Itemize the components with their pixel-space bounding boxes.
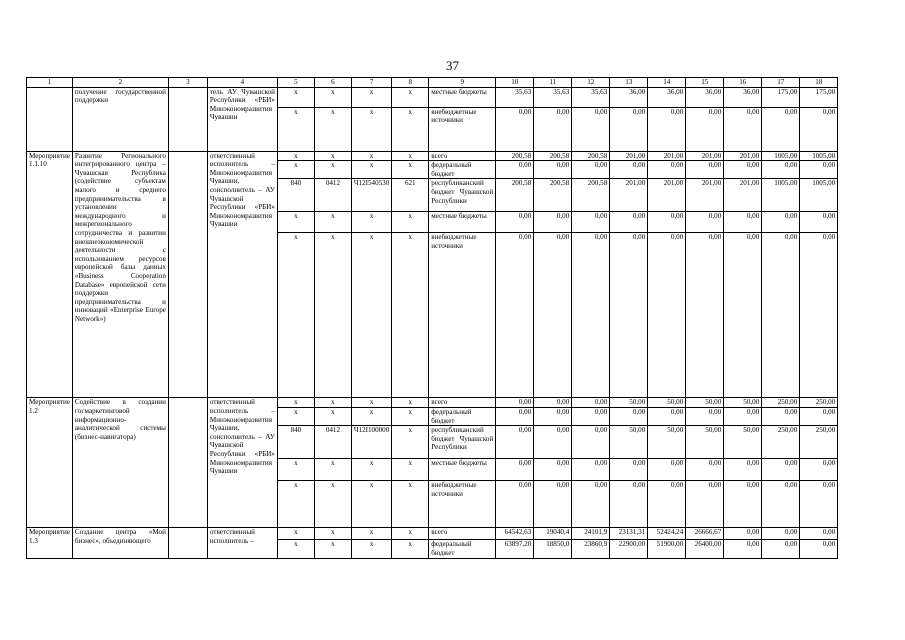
value-cell: 64542,63 <box>496 528 534 540</box>
value-cell: 250,00 <box>762 426 800 459</box>
expense-type: x <box>392 540 429 559</box>
target-code: x <box>351 407 391 425</box>
value-cell: 200,58 <box>496 179 534 212</box>
value-cell: 201,00 <box>724 151 762 161</box>
value-cell: 0,00 <box>800 528 838 540</box>
value-cell: 0,00 <box>496 459 534 481</box>
value-cell: 50,00 <box>648 426 686 459</box>
value-cell: 50,00 <box>724 398 762 408</box>
value-cell: 24101,9 <box>572 528 610 540</box>
section-code: x <box>314 212 351 233</box>
header-cell: 1 <box>27 78 73 88</box>
value-cell: 201,00 <box>610 151 648 161</box>
value-cell: 0,00 <box>800 459 838 481</box>
value-cell: 250,00 <box>800 398 838 408</box>
value-cell: 0,00 <box>610 233 648 398</box>
funding-source: местные бюджеты <box>429 212 496 233</box>
funding-source: местные бюджеты <box>429 87 496 107</box>
funding-source: федеральный бюджет <box>429 540 496 559</box>
funding-source: внебюджетные источники <box>429 233 496 398</box>
value-cell: 250,00 <box>762 398 800 408</box>
value-cell: 200,58 <box>572 151 610 161</box>
value-cell: 0,00 <box>724 540 762 559</box>
value-cell: 0,00 <box>572 459 610 481</box>
value-cell: 0,00 <box>534 407 572 425</box>
table-body <box>27 78 838 559</box>
target-code: x <box>351 107 391 151</box>
value-cell: 0,00 <box>800 540 838 559</box>
target-code: Ч12I540530 <box>351 179 391 212</box>
value-cell: 0,00 <box>762 459 800 481</box>
header-cell: 16 <box>724 78 762 88</box>
value-cell: 0,00 <box>534 459 572 481</box>
section-code: 0412 <box>314 426 351 459</box>
value-cell: 200,58 <box>534 179 572 212</box>
executor: ответственный исполнитель – Минэкономразвития Чувашии, соисполнитель – АУ Чувашской Республики «РБИ» Минэкономразвития Чувашии <box>207 151 277 398</box>
header-cell: 14 <box>648 78 686 88</box>
expense-type: x <box>392 151 429 161</box>
grbs-code: x <box>277 481 314 528</box>
expense-type: x <box>392 87 429 107</box>
value-cell: 201,00 <box>686 179 724 212</box>
value-cell: 36,00 <box>610 87 648 107</box>
value-cell: 0,00 <box>572 407 610 425</box>
activity-label: Мероприятие 1.2 <box>27 398 73 528</box>
value-cell: 0,00 <box>686 233 724 398</box>
value-cell: 50,00 <box>648 398 686 408</box>
value-cell: 1005,00 <box>762 151 800 161</box>
value-cell: 0,00 <box>800 481 838 528</box>
section-code: x <box>314 407 351 425</box>
funding-source: внебюджетные источники <box>429 107 496 151</box>
header-cell: 8 <box>392 78 429 88</box>
grbs-code: x <box>277 233 314 398</box>
value-cell: 0,00 <box>534 426 572 459</box>
expense-type: x <box>392 407 429 425</box>
empty-cell <box>168 398 207 528</box>
grbs-code: x <box>277 459 314 481</box>
grbs-code: 840 <box>277 179 314 212</box>
expense-type: x <box>392 398 429 408</box>
value-cell: 0,00 <box>762 107 800 151</box>
value-cell: 36,00 <box>724 87 762 107</box>
grbs-code: x <box>277 540 314 559</box>
value-cell: 0,00 <box>762 212 800 233</box>
value-cell: 201,00 <box>610 179 648 212</box>
target-code: x <box>351 528 391 540</box>
value-cell: 0,00 <box>496 426 534 459</box>
target-code: x <box>351 87 391 107</box>
value-cell: 0,00 <box>610 481 648 528</box>
executor: тель АУ Чувашской Республики «РБИ» Минэкономразвития Чувашии <box>207 87 277 151</box>
section-code: x <box>314 151 351 161</box>
value-cell: 0,00 <box>534 481 572 528</box>
value-cell: 22900,00 <box>610 540 648 559</box>
activity-name: Развитие Регионального интегрированного центра – Чувашская Республика (содействие субъектам малого и среднего предпринимательства в установлении международного и межрегионального сотрудничества и развитии внешнеэкономической деятельности с использованием ресурсов европейской базы данных «Business Cooperation Database» европейской сети поддержки предпринимательства и инноваций «Enterprise Europe Network») <box>72 151 168 398</box>
funding-source: всего <box>429 398 496 408</box>
grbs-code: x <box>277 398 314 408</box>
value-cell: 0,00 <box>610 107 648 151</box>
activity-label: Мероприятие 1.1.10 <box>27 151 73 398</box>
header-cell: 4 <box>207 78 277 88</box>
value-cell: 0,00 <box>496 407 534 425</box>
grbs-code: x <box>277 87 314 107</box>
value-cell: 0,00 <box>762 481 800 528</box>
header-cell: 11 <box>534 78 572 88</box>
value-cell: 0,00 <box>724 107 762 151</box>
value-cell: 26666,67 <box>686 528 724 540</box>
header-cell: 9 <box>429 78 496 88</box>
value-cell: 0,00 <box>648 107 686 151</box>
value-cell: 250,00 <box>800 426 838 459</box>
value-cell: 23131,31 <box>610 528 648 540</box>
value-cell: 0,00 <box>724 459 762 481</box>
funding-source: всего <box>429 151 496 161</box>
grbs-code: x <box>277 407 314 425</box>
header-cell: 3 <box>168 78 207 88</box>
expense-type: x <box>392 459 429 481</box>
value-cell: 0,00 <box>496 233 534 398</box>
header-cell: 15 <box>686 78 724 88</box>
value-cell: 0,00 <box>686 161 724 179</box>
value-cell: 0,00 <box>572 212 610 233</box>
value-cell: 175,00 <box>762 87 800 107</box>
value-cell: 52424,24 <box>648 528 686 540</box>
value-cell: 50,00 <box>686 398 724 408</box>
funding-source: республиканский бюджет Чувашской Республики <box>429 426 496 459</box>
expense-type: x <box>392 107 429 151</box>
value-cell: 0,00 <box>496 161 534 179</box>
value-cell: 0,00 <box>648 481 686 528</box>
empty-cell <box>168 87 207 151</box>
value-cell: 201,00 <box>648 151 686 161</box>
value-cell: 0,00 <box>572 161 610 179</box>
activity-label <box>27 87 73 151</box>
section-code: x <box>314 87 351 107</box>
header-cell: 10 <box>496 78 534 88</box>
value-cell: 26400,00 <box>686 540 724 559</box>
value-cell: 0,00 <box>572 426 610 459</box>
value-cell: 0,00 <box>800 407 838 425</box>
value-cell: 0,00 <box>648 459 686 481</box>
grbs-code: x <box>277 151 314 161</box>
section-code: x <box>314 481 351 528</box>
section-code: x <box>314 107 351 151</box>
target-code: x <box>351 161 391 179</box>
value-cell: 35,63 <box>496 87 534 107</box>
value-cell: 0,00 <box>610 212 648 233</box>
value-cell: 1005,00 <box>762 179 800 212</box>
activity-name: Создание центра «Мой бизнес», объединяющего <box>72 528 168 559</box>
value-cell: 0,00 <box>610 407 648 425</box>
section-code: x <box>314 398 351 408</box>
expense-type: x <box>392 528 429 540</box>
activity-name: Содействие в создании госмаркетинговой информационно-аналитической системы (бизнес-навигатора) <box>72 398 168 528</box>
header-row <box>27 78 838 88</box>
value-cell: 0,00 <box>496 212 534 233</box>
empty-cell <box>168 151 207 398</box>
target-code: Ч12I100000 <box>351 426 391 459</box>
value-cell: 0,00 <box>572 481 610 528</box>
target-code: x <box>351 540 391 559</box>
value-cell: 200,58 <box>496 151 534 161</box>
table-row <box>27 398 838 408</box>
value-cell: 0,00 <box>762 233 800 398</box>
page-number: 37 <box>446 58 459 73</box>
value-cell: 0,00 <box>534 398 572 408</box>
value-cell: 0,00 <box>572 233 610 398</box>
value-cell: 0,00 <box>648 407 686 425</box>
value-cell: 0,00 <box>762 528 800 540</box>
header-cell: 12 <box>572 78 610 88</box>
value-cell: 36,00 <box>648 87 686 107</box>
value-cell: 1005,00 <box>800 151 838 161</box>
target-code: x <box>351 398 391 408</box>
table-row <box>27 528 838 540</box>
target-code: x <box>351 212 391 233</box>
target-code: x <box>351 459 391 481</box>
value-cell: 0,00 <box>610 459 648 481</box>
value-cell: 0,00 <box>724 161 762 179</box>
value-cell: 50,00 <box>724 426 762 459</box>
header-cell: 17 <box>762 78 800 88</box>
table-row <box>27 87 838 107</box>
funding-source: местные бюджеты <box>429 459 496 481</box>
value-cell: 175,00 <box>800 87 838 107</box>
value-cell: 0,00 <box>724 528 762 540</box>
header-cell: 2 <box>72 78 168 88</box>
value-cell: 19040,4 <box>534 528 572 540</box>
table-row <box>27 151 838 161</box>
value-cell: 0,00 <box>686 107 724 151</box>
value-cell: 0,00 <box>686 481 724 528</box>
value-cell: 0,00 <box>686 459 724 481</box>
target-code: x <box>351 233 391 398</box>
value-cell: 0,00 <box>800 107 838 151</box>
value-cell: 0,00 <box>648 233 686 398</box>
funding-source: республиканский бюджет Чувашской Республики <box>429 179 496 212</box>
value-cell: 0,00 <box>572 398 610 408</box>
grbs-code: x <box>277 528 314 540</box>
value-cell: 1005,00 <box>800 179 838 212</box>
value-cell: 0,00 <box>572 107 610 151</box>
header-cell: 18 <box>800 78 838 88</box>
value-cell: 36,00 <box>686 87 724 107</box>
activity-label: Мероприятие 1.3 <box>27 528 73 559</box>
grbs-code: x <box>277 212 314 233</box>
section-code: x <box>314 528 351 540</box>
value-cell: 0,00 <box>724 407 762 425</box>
value-cell: 201,00 <box>648 179 686 212</box>
executor: ответственный исполнитель – <box>207 528 277 559</box>
value-cell: 0,00 <box>800 233 838 398</box>
funding-source: федеральный бюджет <box>429 407 496 425</box>
value-cell: 0,00 <box>724 481 762 528</box>
value-cell: 0,00 <box>686 212 724 233</box>
value-cell: 201,00 <box>686 151 724 161</box>
grbs-code: 840 <box>277 426 314 459</box>
value-cell: 0,00 <box>534 107 572 151</box>
value-cell: 0,00 <box>724 212 762 233</box>
value-cell: 200,58 <box>534 151 572 161</box>
header-cell: 13 <box>610 78 648 88</box>
value-cell: 0,00 <box>534 233 572 398</box>
section-code: x <box>314 540 351 559</box>
value-cell: 0,00 <box>800 161 838 179</box>
header-cell: 6 <box>314 78 351 88</box>
value-cell: 0,00 <box>496 481 534 528</box>
header-cell: 7 <box>351 78 391 88</box>
target-code: x <box>351 151 391 161</box>
value-cell: 50,00 <box>686 426 724 459</box>
value-cell: 51900,00 <box>648 540 686 559</box>
grbs-code: x <box>277 161 314 179</box>
value-cell: 201,00 <box>724 179 762 212</box>
value-cell: 0,00 <box>534 212 572 233</box>
empty-cell <box>168 528 207 559</box>
value-cell: 18850,0 <box>534 540 572 559</box>
target-code: x <box>351 481 391 528</box>
expense-type: x <box>392 161 429 179</box>
expense-type: x <box>392 426 429 459</box>
executor: ответственный исполнитель – Минэкономразвития Чувашии, соисполнитель – АУ Чувашской Республики «РБИ» Минэкономразвития Чувашии <box>207 398 277 528</box>
expense-type: x <box>392 233 429 398</box>
expense-type: x <box>392 481 429 528</box>
value-cell: 50,00 <box>610 398 648 408</box>
value-cell: 200,58 <box>572 179 610 212</box>
value-cell: 0,00 <box>648 161 686 179</box>
budget-table <box>26 77 838 559</box>
value-cell: 35,63 <box>534 87 572 107</box>
value-cell: 0,00 <box>534 161 572 179</box>
section-code: x <box>314 233 351 398</box>
value-cell: 0,00 <box>648 212 686 233</box>
value-cell: 63897,20 <box>496 540 534 559</box>
funding-source: всего <box>429 528 496 540</box>
expense-type: x <box>392 212 429 233</box>
value-cell: 50,00 <box>610 426 648 459</box>
value-cell: 0,00 <box>496 398 534 408</box>
value-cell: 0,00 <box>762 161 800 179</box>
value-cell: 0,00 <box>724 233 762 398</box>
value-cell: 0,00 <box>762 407 800 425</box>
activity-name: получение государственной поддержки <box>72 87 168 151</box>
value-cell: 0,00 <box>800 212 838 233</box>
section-code: x <box>314 459 351 481</box>
grbs-code: x <box>277 107 314 151</box>
section-code: 0412 <box>314 179 351 212</box>
section-code: x <box>314 161 351 179</box>
value-cell: 0,00 <box>686 407 724 425</box>
funding-source: федеральный бюджет <box>429 161 496 179</box>
value-cell: 0,00 <box>496 107 534 151</box>
value-cell: 35,63 <box>572 87 610 107</box>
value-cell: 0,00 <box>610 161 648 179</box>
expense-type: 621 <box>392 179 429 212</box>
value-cell: 0,00 <box>762 540 800 559</box>
value-cell: 23860,9 <box>572 540 610 559</box>
funding-source: внебюджетные источники <box>429 481 496 528</box>
header-cell: 5 <box>277 78 314 88</box>
